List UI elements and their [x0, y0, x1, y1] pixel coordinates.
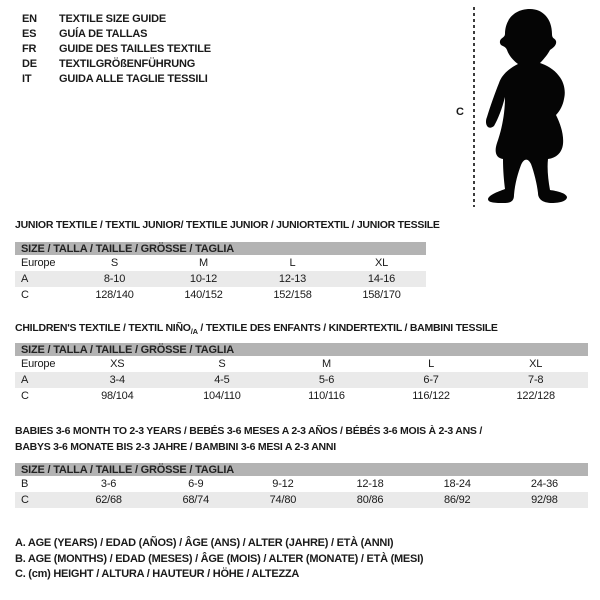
lang-row-en — [22, 12, 211, 27]
row-label: C — [15, 492, 65, 508]
cell: 68/74 — [152, 492, 239, 508]
title-line-1: BABIES 3-6 MONTH TO 2-3 YEARS / BEBÉS 3-6 MESES A 2-3 AÑOS / BÉBÉS 3-6 MOIS À 2-3 ANS / — [15, 425, 483, 437]
cell: L — [428, 358, 435, 370]
lang-title: GUIDA ALLE TAGLIE TESSILI — [59, 73, 208, 85]
lang-code: DE — [22, 58, 37, 70]
junior-table-title: JUNIOR TEXTILE / TEXTIL JUNIOR/ TEXTILE JUNIOR / JUNIORTEXTIL / JUNIOR TESSILE — [15, 219, 440, 231]
cell: 140/152 — [184, 289, 223, 301]
cell: 14-16 — [337, 271, 426, 287]
lang-title: TEXTILE SIZE GUIDE — [59, 13, 167, 25]
cell: 12-18 — [356, 478, 384, 490]
cell: 98/104 — [101, 390, 134, 402]
height-measure-dashed-line — [473, 7, 475, 207]
footnote-a: A. AGE (YEARS) / EDAD (AÑOS) / ÂGE (ANS) / ALTER (JAHRE) / ETÀ (ANNI) — [15, 537, 394, 549]
cell: 158/170 — [362, 289, 401, 301]
lang-row-de — [22, 57, 211, 72]
cell: 12-13 — [248, 271, 337, 287]
size-header-bar: SIZE / TALLA / TAILLE / GRÖSSE / TAGLIA — [15, 463, 588, 476]
cell: 80/86 — [326, 492, 413, 508]
cell: L — [289, 257, 296, 269]
cell: 92/98 — [501, 492, 588, 508]
cell: 128/140 — [95, 289, 134, 301]
cell: 116/122 — [412, 390, 450, 402]
table-row — [15, 271, 426, 287]
babies-table-title — [15, 423, 482, 455]
cell: 62/68 — [65, 492, 152, 508]
cell: 10-12 — [159, 271, 248, 287]
size-header-bar: SIZE / TALLA / TAILLE / GRÖSSE / TAGLIA — [15, 343, 588, 356]
cell: 110/116 — [308, 390, 345, 402]
table-row — [15, 492, 588, 508]
table-row — [15, 356, 588, 372]
size-header-bar: SIZE / TALLA / TAILLE / GRÖSSE / TAGLIA — [15, 242, 426, 255]
lang-row-fr — [22, 42, 211, 57]
table-row — [15, 287, 426, 303]
cell: 3-4 — [65, 372, 170, 388]
cell: S — [110, 257, 119, 269]
cell: 9-12 — [272, 478, 294, 490]
cell: 24-36 — [530, 478, 558, 490]
row-label: C — [21, 390, 29, 402]
title-text: CHILDREN'S TEXTILE / TEXTIL NIÑO — [15, 322, 191, 334]
lang-row-it — [22, 72, 211, 87]
children-table-title — [15, 320, 498, 340]
lang-title: GUIDE DES TAILLES TEXTILE — [59, 43, 211, 55]
lang-code: ES — [22, 28, 37, 40]
cell: XL — [529, 358, 543, 370]
table-row — [15, 388, 588, 404]
junior-size-table — [15, 242, 426, 303]
title-subscript: /A — [190, 327, 198, 337]
row-label: Europe — [21, 358, 56, 370]
cell: M — [322, 358, 331, 370]
lang-title: TEXTILGRÖßENFÜHRUNG — [59, 58, 196, 70]
cell: XS — [110, 358, 125, 370]
footnote-legend — [15, 536, 423, 583]
lang-code: EN — [22, 13, 37, 25]
lang-code: IT — [22, 73, 32, 85]
cell: 6-7 — [379, 372, 484, 388]
table-row — [15, 372, 588, 388]
row-label: C — [21, 289, 29, 301]
cell: 86/92 — [414, 492, 501, 508]
cell: 7-8 — [483, 372, 588, 388]
measure-label-c: C — [456, 106, 464, 118]
table-row — [15, 476, 588, 492]
cell: 18-24 — [443, 478, 471, 490]
lang-title: GUÍA DE TALLAS — [59, 28, 148, 40]
cell: XL — [374, 257, 389, 269]
row-label: Europe — [21, 257, 56, 269]
lang-code: FR — [22, 43, 37, 55]
babies-size-table — [15, 463, 588, 508]
title-line-2: BABYS 3-6 MONATE BIS 2-3 JAHRE / BAMBINI 3-6 MESI A 2-3 ANNI — [15, 441, 336, 453]
cell: M — [199, 257, 208, 269]
row-label: A — [15, 372, 65, 388]
language-title-list — [22, 12, 211, 87]
cell: 122/128 — [516, 390, 555, 402]
footnote-c: C. (cm) HEIGHT / ALTURA / HAUTEUR / HÖHE / ALTEZZA — [15, 568, 300, 580]
row-label: B — [21, 478, 29, 490]
children-size-table — [15, 343, 588, 404]
table-row — [15, 255, 426, 271]
row-label: A — [15, 271, 70, 287]
cell: 74/80 — [239, 492, 326, 508]
cell: 152/158 — [273, 289, 312, 301]
cell: 8-10 — [70, 271, 159, 287]
cell: 104/110 — [203, 390, 241, 402]
cell: 6-9 — [188, 478, 204, 490]
toddler-silhouette-icon — [482, 7, 574, 205]
cell: S — [218, 358, 226, 370]
cell: 5-6 — [274, 372, 379, 388]
cell: 4-5 — [170, 372, 275, 388]
lang-row-es — [22, 27, 211, 42]
cell: 3-6 — [100, 478, 117, 490]
footnote-b: B. AGE (MONTHS) / EDAD (MESES) / ÂGE (MOIS) / ALTER (MONATE) / ETÀ (MESI) — [15, 552, 424, 565]
title-text: / TEXTILE DES ENFANTS / KINDERTEXTIL / BAMBINI TESSILE — [197, 322, 498, 334]
